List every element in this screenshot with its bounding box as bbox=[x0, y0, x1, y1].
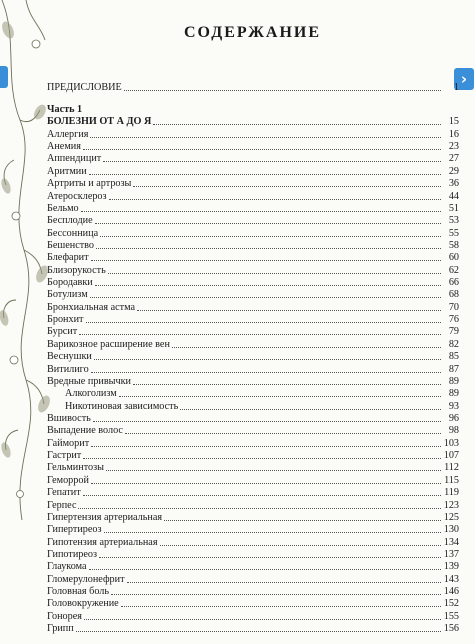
dot-leader bbox=[111, 594, 441, 595]
toc-entry-label: БОЛЕЗНИ ОТ А ДО Я bbox=[47, 116, 152, 128]
toc-entry-page: 62 bbox=[448, 264, 459, 276]
toc-entry bbox=[47, 462, 459, 474]
toc-entry-label: Гипертиреоз bbox=[47, 524, 102, 536]
toc-entry-page: 79 bbox=[448, 326, 459, 338]
toc-entry-page: 27 bbox=[448, 153, 459, 165]
dot-leader bbox=[133, 384, 441, 385]
toc-entry bbox=[47, 338, 459, 350]
toc-entry-page: 112 bbox=[444, 462, 459, 474]
toc-entry-page: 143 bbox=[443, 573, 459, 585]
toc-entry bbox=[47, 141, 459, 153]
page-title: СОДЕРЖАНИЕ bbox=[183, 24, 322, 41]
dot-leader bbox=[90, 137, 441, 138]
chevron-right-icon: › bbox=[460, 70, 468, 88]
toc-entry-page: 139 bbox=[443, 561, 459, 573]
toc-entry-label: Гельминтозы bbox=[47, 462, 104, 474]
toc-entry-page: 137 bbox=[443, 548, 459, 560]
toc-entry bbox=[47, 289, 459, 301]
toc-entry bbox=[47, 277, 459, 289]
toc-entry-page: 156 bbox=[443, 623, 459, 635]
dot-leader bbox=[125, 433, 441, 434]
toc-entry bbox=[47, 487, 459, 499]
dot-leader bbox=[94, 359, 441, 360]
toc-entry-page: 155 bbox=[443, 610, 459, 622]
toc-entry-page: 89 bbox=[448, 375, 459, 387]
dot-leader bbox=[119, 396, 441, 397]
toc-entry-page: 119 bbox=[444, 487, 459, 499]
preface-label: ПРЕДИСЛОВИЕ bbox=[47, 82, 122, 93]
toc-entry bbox=[47, 499, 459, 511]
toc-entry bbox=[47, 524, 459, 536]
toc-entry-label: Вредные привычки bbox=[47, 375, 132, 387]
toc-entry-label: Бронхит bbox=[47, 314, 84, 326]
toc-list bbox=[47, 116, 459, 635]
toc-entry bbox=[47, 549, 459, 561]
toc-entry-page: 96 bbox=[448, 412, 459, 424]
dot-leader bbox=[91, 372, 441, 373]
dot-leader bbox=[124, 90, 441, 91]
toc-entry bbox=[47, 561, 459, 573]
toc-entry-label: Геморрой bbox=[47, 474, 89, 486]
dot-leader bbox=[153, 124, 441, 125]
toc-entry-page: 76 bbox=[448, 314, 459, 326]
toc-entry-label: Атеросклероз bbox=[47, 190, 107, 202]
toc-entry bbox=[47, 128, 459, 140]
toc-entry-label: Гонорея bbox=[47, 610, 82, 622]
toc-entry-page: 53 bbox=[448, 215, 459, 227]
dot-leader bbox=[95, 285, 441, 286]
toc-entry bbox=[47, 413, 459, 425]
toc-entry bbox=[47, 437, 459, 449]
dot-leader bbox=[78, 508, 441, 509]
toc-entry bbox=[47, 165, 459, 177]
toc-entry-label: Веснушки bbox=[47, 351, 92, 363]
toc-entry bbox=[47, 264, 459, 276]
toc-entry-page: 66 bbox=[448, 277, 459, 289]
toc-entry bbox=[47, 573, 459, 585]
toc-entry-page: 15 bbox=[448, 116, 459, 128]
toc-entry bbox=[47, 351, 459, 363]
toc-entry-label: Бешенство bbox=[47, 239, 94, 251]
toc-entry-page: 82 bbox=[448, 338, 459, 350]
dot-leader bbox=[84, 619, 441, 620]
toc-entry-label: Бесплодие bbox=[47, 215, 93, 227]
dot-leader bbox=[89, 569, 441, 570]
toc-entry-page: 16 bbox=[448, 128, 459, 140]
toc-entry bbox=[47, 425, 459, 437]
dot-leader bbox=[91, 446, 441, 447]
toc-entry-label: Варикозное расширение вен bbox=[47, 338, 170, 350]
prev-page-button[interactable] bbox=[0, 66, 8, 88]
dot-leader bbox=[180, 409, 441, 410]
toc-entry-label: Артриты и артрозы bbox=[47, 178, 132, 190]
toc-entry-page: 125 bbox=[443, 511, 459, 523]
preface-row bbox=[47, 80, 459, 94]
toc-entry bbox=[47, 240, 459, 252]
toc-entry-page: 36 bbox=[448, 178, 459, 190]
toc-entry-label: Аритмии bbox=[47, 165, 87, 177]
toc-entry-label: Головная боль bbox=[47, 586, 110, 598]
toc-entry bbox=[47, 586, 459, 598]
toc-entry-page: 51 bbox=[448, 202, 459, 214]
toc-entry bbox=[47, 215, 459, 227]
toc-entry-label: Глаукома bbox=[47, 561, 87, 573]
toc-entry-label: Гайморит bbox=[47, 437, 90, 449]
dot-leader bbox=[91, 260, 441, 261]
toc-entry-label: Аллергия bbox=[47, 128, 89, 140]
dot-leader bbox=[172, 347, 441, 348]
dot-leader bbox=[76, 631, 441, 632]
toc-entry-label: Витилиго bbox=[47, 363, 89, 375]
toc-entry-label: Никотиновая зависимость bbox=[65, 400, 179, 412]
dot-leader bbox=[83, 149, 441, 150]
dot-leader bbox=[103, 161, 441, 162]
toc-entry-label: Бельмо bbox=[47, 202, 79, 214]
dot-leader bbox=[81, 211, 441, 212]
toc-entry-page: 58 bbox=[448, 239, 459, 251]
toc-entry-page: 115 bbox=[444, 474, 459, 486]
toc-entry-page: 89 bbox=[448, 388, 459, 400]
toc-entry bbox=[47, 314, 459, 326]
dot-leader bbox=[108, 273, 441, 274]
dot-leader bbox=[86, 322, 442, 323]
toc-entry-label: Бородавки bbox=[47, 277, 93, 289]
dot-leader bbox=[89, 174, 441, 175]
toc-entry-page: 152 bbox=[443, 598, 459, 610]
toc-entry-label: Близорукость bbox=[47, 264, 106, 276]
toc-entry bbox=[47, 623, 459, 635]
toc-entry bbox=[47, 326, 459, 338]
toc-entry-label: Бурсит bbox=[47, 326, 78, 338]
toc-entry-label: Гипертензия артериальная bbox=[47, 511, 163, 523]
dot-leader bbox=[104, 532, 441, 533]
toc-entry-page: 130 bbox=[443, 524, 459, 536]
toc-entry bbox=[47, 363, 459, 375]
toc-entry-label: Головокружение bbox=[47, 598, 119, 610]
toc-entry bbox=[47, 598, 459, 610]
toc-entry bbox=[47, 178, 459, 190]
dot-leader bbox=[91, 483, 441, 484]
toc-entry-label: Гипотиреоз bbox=[47, 548, 98, 560]
toc-entry-page: 70 bbox=[448, 301, 459, 313]
toc-entry-page: 93 bbox=[448, 400, 459, 412]
toc-entry-page: 29 bbox=[448, 165, 459, 177]
toc-entry-page: 87 bbox=[448, 363, 459, 375]
toc-entry-label: Гипотензия артериальная bbox=[47, 536, 158, 548]
toc-entry-page: 134 bbox=[443, 536, 459, 548]
toc-entry-label: Грипп bbox=[47, 623, 74, 635]
toc-entry-label: Выпадение волос bbox=[47, 425, 123, 437]
dot-leader bbox=[83, 495, 441, 496]
part-label: Часть 1 bbox=[47, 104, 83, 115]
floral-vine-icon bbox=[0, 0, 52, 644]
toc-entry-page: 107 bbox=[443, 450, 459, 462]
dot-leader bbox=[106, 470, 441, 471]
dot-leader bbox=[90, 297, 441, 298]
toc-entry-page: 103 bbox=[443, 437, 459, 449]
preface-page: 1 bbox=[453, 82, 459, 93]
toc-entry-page: 44 bbox=[448, 190, 459, 202]
dot-leader bbox=[137, 310, 441, 311]
toc-entry-label: Гастрит bbox=[47, 450, 82, 462]
toc-entry bbox=[47, 536, 459, 548]
dot-leader bbox=[127, 582, 441, 583]
toc-entry-page: 85 bbox=[448, 351, 459, 363]
toc-entry bbox=[47, 301, 459, 313]
toc-entry bbox=[47, 203, 459, 215]
toc-entry bbox=[47, 227, 459, 239]
toc-entry-page: 23 bbox=[448, 141, 459, 153]
toc-entry-label: Алкоголизм bbox=[65, 388, 117, 400]
toc-entry-label: Герпес bbox=[47, 499, 77, 511]
toc-entry-page: 123 bbox=[443, 499, 459, 511]
toc-entry bbox=[47, 474, 459, 486]
dot-leader bbox=[99, 557, 441, 558]
toc-entry bbox=[47, 450, 459, 462]
dot-leader bbox=[96, 248, 441, 249]
dot-leader bbox=[164, 520, 441, 521]
toc-entry-label: Блефарит bbox=[47, 252, 89, 264]
toc-entry-label: Ботулизм bbox=[47, 289, 88, 301]
toc-entry-label: Гепатит bbox=[47, 487, 81, 499]
toc-entry bbox=[47, 153, 459, 165]
toc-entry-label: Гломерулонефрит bbox=[47, 573, 125, 585]
dot-leader bbox=[160, 545, 442, 546]
toc-entry-label: Бронхиальная астма bbox=[47, 301, 135, 313]
dot-leader bbox=[83, 458, 441, 459]
dot-leader bbox=[121, 606, 441, 607]
dot-leader bbox=[109, 199, 441, 200]
dot-leader bbox=[93, 421, 441, 422]
toc-entry bbox=[47, 190, 459, 202]
dot-leader bbox=[79, 334, 441, 335]
toc-entry bbox=[47, 376, 459, 388]
toc-entry bbox=[47, 400, 459, 412]
dot-leader bbox=[133, 186, 441, 187]
toc-entry-label: Анемия bbox=[47, 141, 81, 153]
dot-leader bbox=[100, 236, 441, 237]
toc-entry-label: Аппендицит bbox=[47, 153, 102, 165]
toc-entry-page: 60 bbox=[448, 252, 459, 264]
toc-entry bbox=[47, 512, 459, 524]
dot-leader bbox=[95, 223, 441, 224]
toc-entry bbox=[47, 610, 459, 622]
toc-entry-page: 146 bbox=[443, 586, 459, 598]
toc-entry-label: Вшивость bbox=[47, 412, 91, 424]
toc-entry bbox=[47, 388, 459, 400]
toc-entry-page: 55 bbox=[448, 227, 459, 239]
toc-entry bbox=[47, 252, 459, 264]
toc-entry-label: Бессонница bbox=[47, 227, 99, 239]
toc-entry-page: 68 bbox=[448, 289, 459, 301]
toc-entry bbox=[47, 116, 459, 128]
toc-entry-page: 98 bbox=[448, 425, 459, 437]
